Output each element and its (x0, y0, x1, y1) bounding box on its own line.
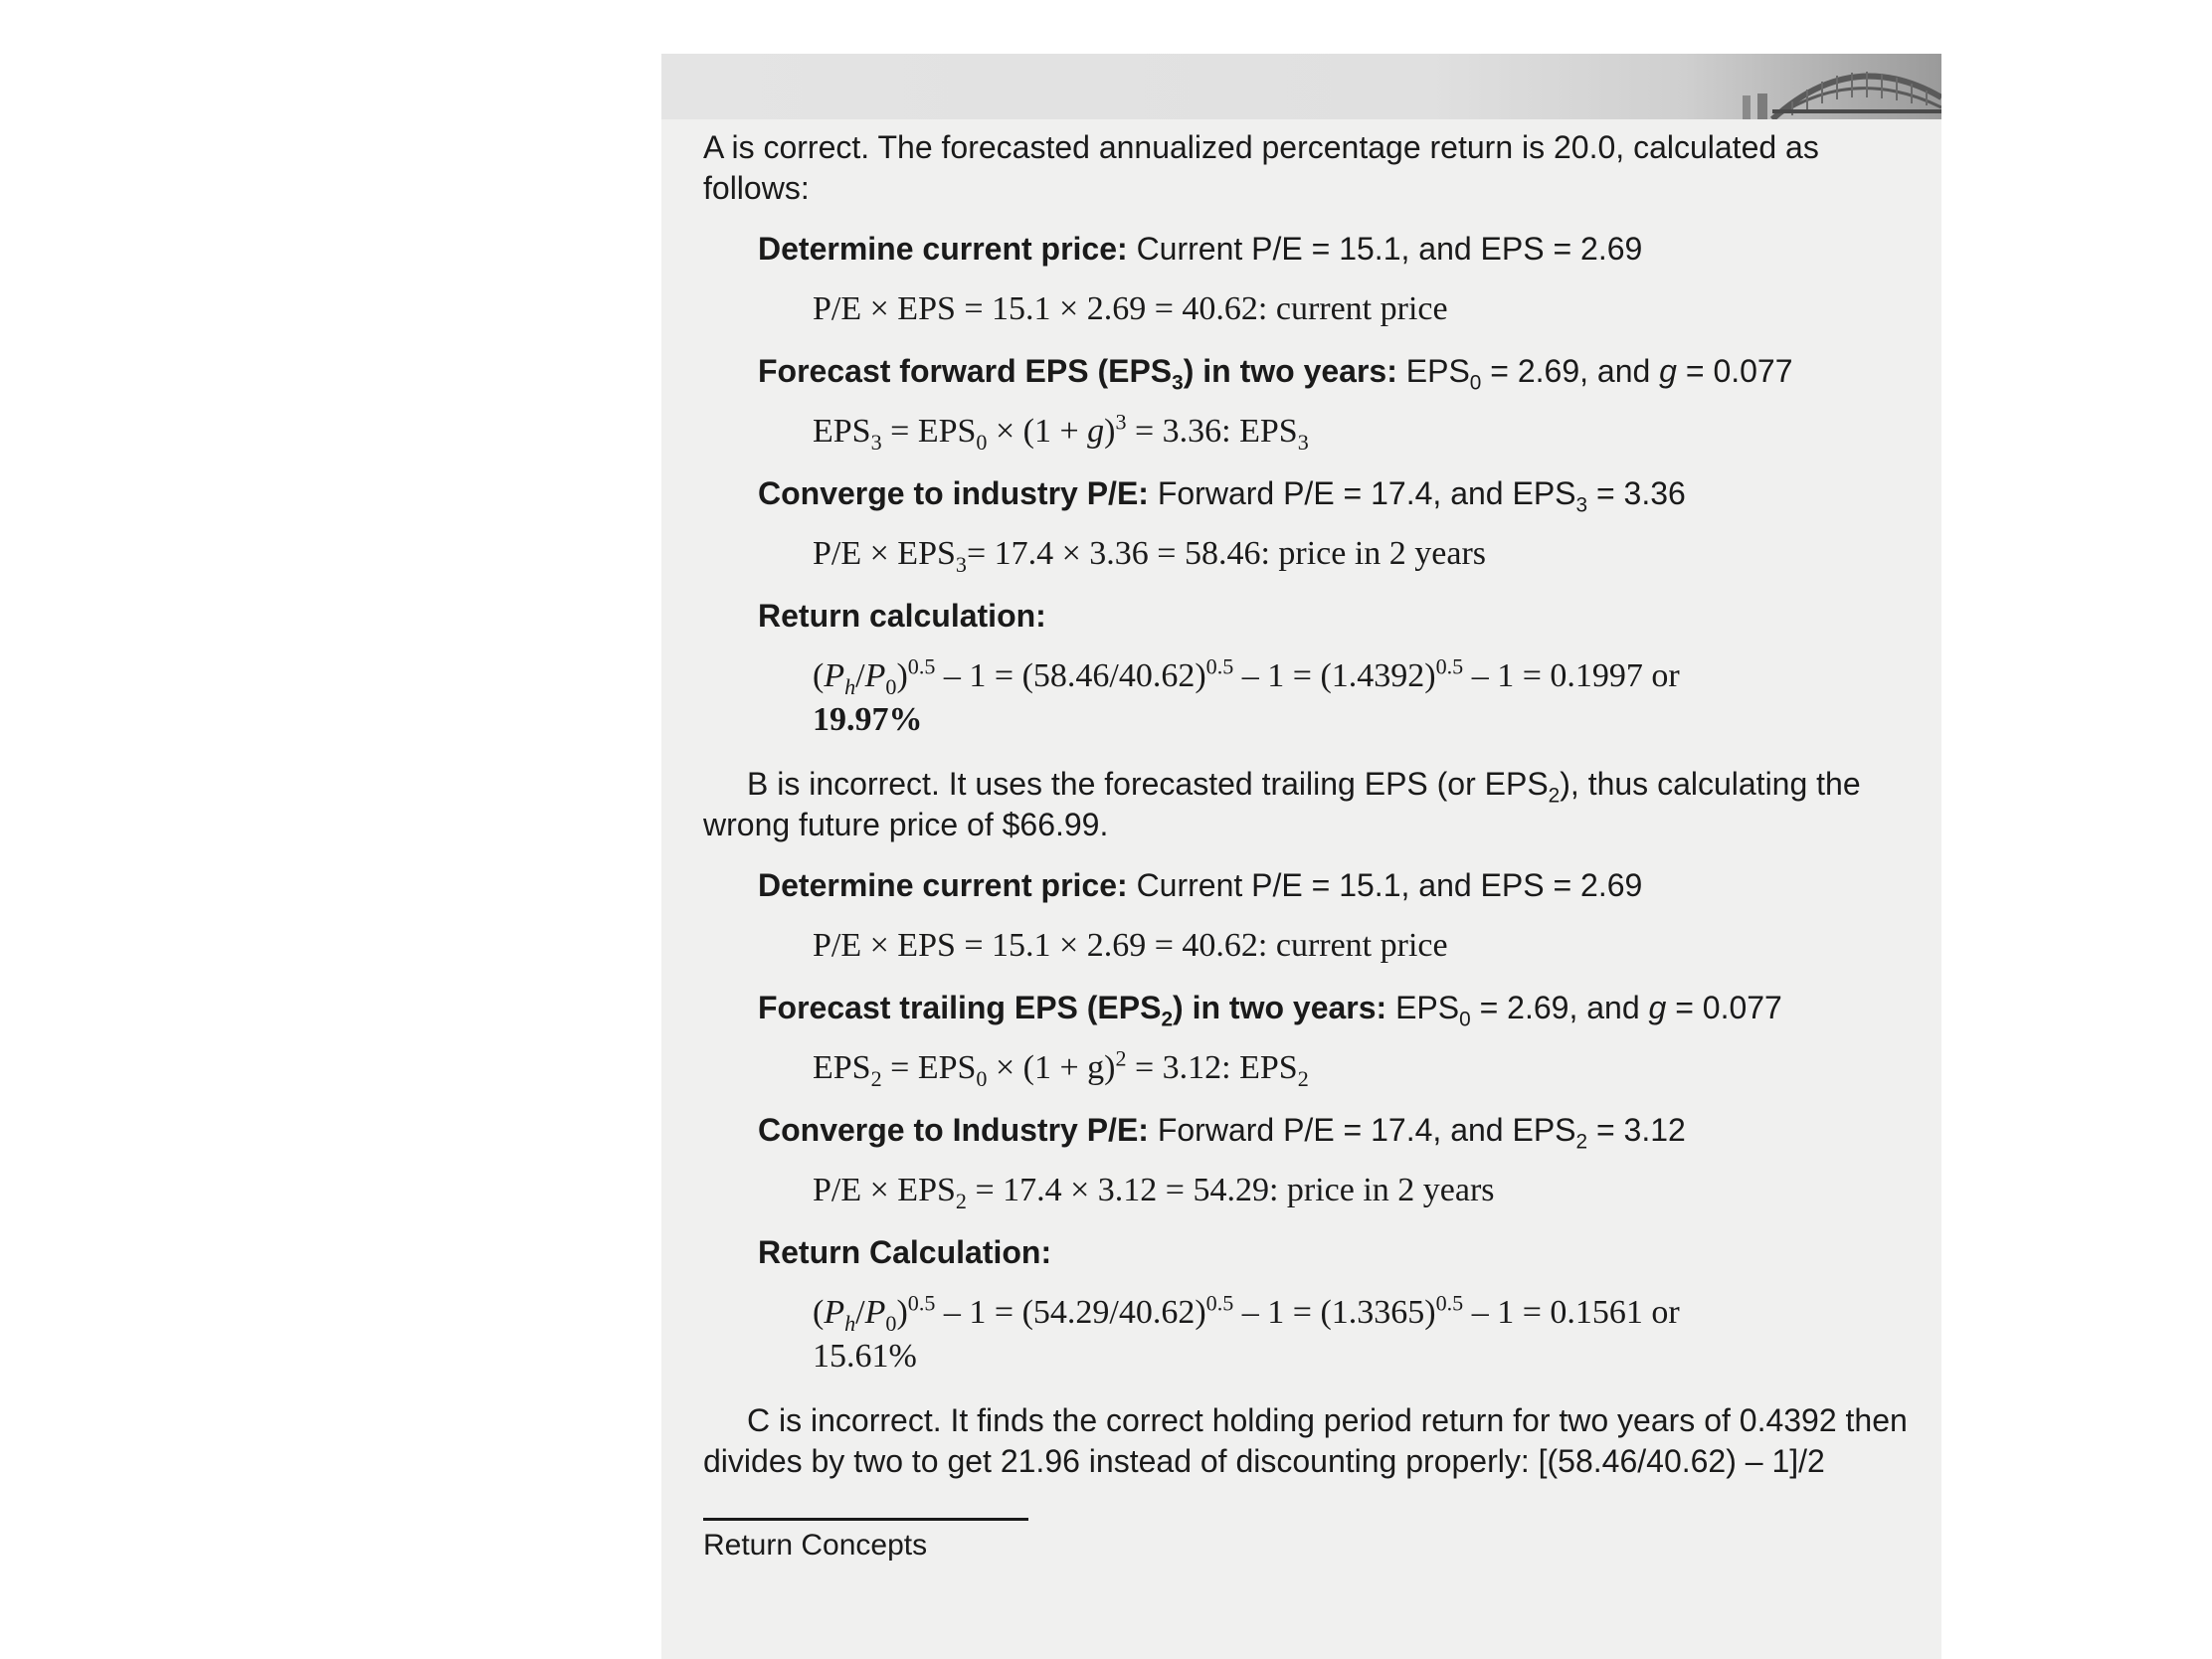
b-eq-return: $(P_h/P_0)^{0.5} - 1 = (54.29/40.62)^{0.5} - 1 = (1.3365)^{0.5} - 1 = 0.1561$ or 15.61% (813, 1290, 1680, 1375)
a-eq-forecast-eps: $EPS_3 = EPS_0 \times (1 + g)^3 = 3.36$: $EPS_3$ (813, 409, 1309, 455)
solution-content (703, 127, 1917, 1565)
footnote-text: Return Concepts (703, 1529, 928, 1562)
a-step-current-price: Determine current price: Current P/E = 15.1, and EPS = 2.69 (758, 231, 1643, 267)
footnote-divider (703, 1518, 1028, 1521)
a-step-forecast-eps: Forecast forward EPS $(EPS_3)$ in two years: $EPS_0 = 2.69$, and g = 0.077 (758, 353, 1793, 395)
a-step-return: Return calculation: (758, 598, 1046, 634)
b-step-forecast-eps: Forecast trailing EPS $(EPS_2)$ in two years: $EPS_0 = 2.69$, and g = 0.077 (758, 990, 1782, 1031)
bridge-image (1623, 54, 1941, 119)
b-eq-future-price: $P/E \times EPS_2 = 17.4 \times 3.12 = 54.29$: price in 2 years (813, 1172, 1495, 1213)
b-step-converge: Converge to Industry P/E: Forward P/E = 17.4, and $EPS_2 = 3.12$ (758, 1112, 1686, 1154)
document-page (661, 54, 1941, 1659)
b-eq-forecast-eps: $EPS_2 = EPS_0 \times (1 + g)^2 = 3.12$: $EPS_2$ (813, 1045, 1309, 1091)
a-eq-future-price: $P/E \times EPS_3= 17.4 \times 3.36 = 58.46$: price in 2 years (813, 535, 1487, 577)
header-banner (661, 54, 1941, 119)
a-step-converge: Converge to industry P/E: Forward P/E = 17.4, and $EPS_3 = 3.36$ (758, 475, 1686, 517)
answer-a-intro: A is correct. The forecasted annualized percentage return is 20.0, calculated as follows: (703, 129, 1819, 206)
a-eq-current-price: P/E × EPS = 15.1 × 2.69 = 40.62: current price (813, 290, 1448, 327)
b-eq-current-price: P/E × EPS = 15.1 × 2.69 = 40.62: current price (813, 927, 1448, 964)
answer-c-paragraph: C is incorrect. It finds the correct holding period return for two years of 0.4392 then divides by two to get 21.96 instead of discounting properly: [(58.46/40.62) – 1]/2 (703, 1402, 1908, 1479)
b-step-return: Return Calculation: (758, 1234, 1052, 1270)
b-step-current-price: Determine current price: Current P/E = 15.1, and EPS = 2.69 (758, 867, 1643, 903)
answer-b-paragraph: B is incorrect. It uses the forecasted trailing EPS (or $EPS_2$), thus calculating the wrong future price of $66.99. (703, 766, 1861, 842)
a-eq-return: $(P_h/P_0)^{0.5} - 1 = (58.46/40.62)^{0.5} - 1 = (1.4392)^{0.5} - 1 = 0.1997$ or 19.97% (813, 653, 1680, 738)
